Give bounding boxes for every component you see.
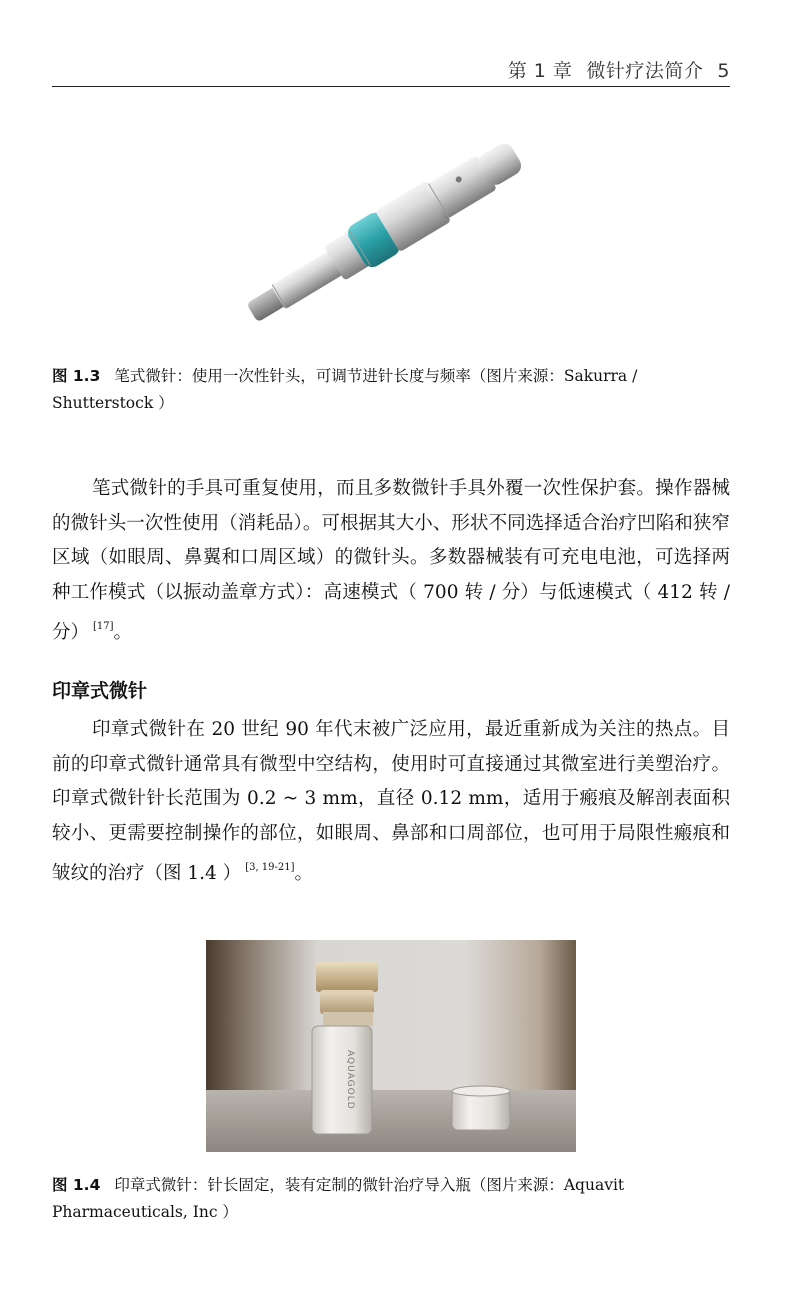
paragraph-2-end: 。 xyxy=(294,863,314,884)
paragraph-stamp-microneedle xyxy=(52,713,730,892)
figure-1-4-caption-text: 印章式微针：针长固定，装有定制的微针治疗导入瓶（图片来源：Aquavit Pharmaceuticals, Inc ） xyxy=(52,1176,625,1221)
paragraph-pen-microneedle xyxy=(52,472,730,651)
figure-1-4-label: 图 1.4 xyxy=(52,1176,101,1194)
chapter-title: 微针疗法简介 xyxy=(586,60,704,82)
figure-1-3-label: 图 1.3 xyxy=(52,367,101,385)
citation-17: [17] xyxy=(93,621,114,632)
figure-1-4-stamp-microneedle xyxy=(206,940,576,1152)
figure-1-3-caption xyxy=(52,363,732,417)
paragraph-1-text: 笔式微针的手具可重复使用，而且多数微针手具外覆一次性保护套。操作器械的微针头一次性使用（消耗品）。可根据其大小、形状不同选择适合治疗凹陷和狭窄区域（如眼周、鼻翼和口周区域）的微针头。多数器械装有可充电电池，可选择两种工作模式（以振动盖章方式）：高速模式（ 700 转 / 分）与低速模式（ 412 转 / 分） xyxy=(52,478,730,643)
citation-3-19-21: [3, 19-21] xyxy=(245,862,295,873)
paragraph-2-text: 印章式微针在 20 世纪 90 年代末被广泛应用，最近重新成为关注的热点。目前的印章式微针通常具有微型中空结构，使用时可直接通过其微室进行美塑治疗。印章式微针针长范围为 0.2 ~ 3 mm，直径 0.12 mm，适用于瘢痕及解剖表面积较小、更需要控制操作的部位，如眼周、鼻部和口周部位，也可用于局限性瘢痕和皱纹的治疗（图 1.4 ） xyxy=(52,719,730,884)
figure-1-3-pen-microneedle xyxy=(220,135,580,340)
page-number: 5 xyxy=(717,60,730,82)
stamp-microneedle-photo xyxy=(206,940,576,1152)
page-header xyxy=(52,56,730,87)
running-head xyxy=(494,56,730,83)
figure-1-3-caption-text: 笔式微针：使用一次性针头，可调节进针长度与频率（图片来源：Sakurra / Shutterstock ） xyxy=(52,367,638,412)
vial-label: AQUAGOLD xyxy=(345,1050,355,1110)
figure-1-4-caption xyxy=(52,1172,732,1226)
paragraph-1-end: 。 xyxy=(113,622,133,643)
section-title-stamp-microneedle: 印章式微针 xyxy=(52,680,148,702)
pen-microneedle-illustration xyxy=(220,135,580,340)
chapter-number: 第 1 章 xyxy=(507,60,573,82)
